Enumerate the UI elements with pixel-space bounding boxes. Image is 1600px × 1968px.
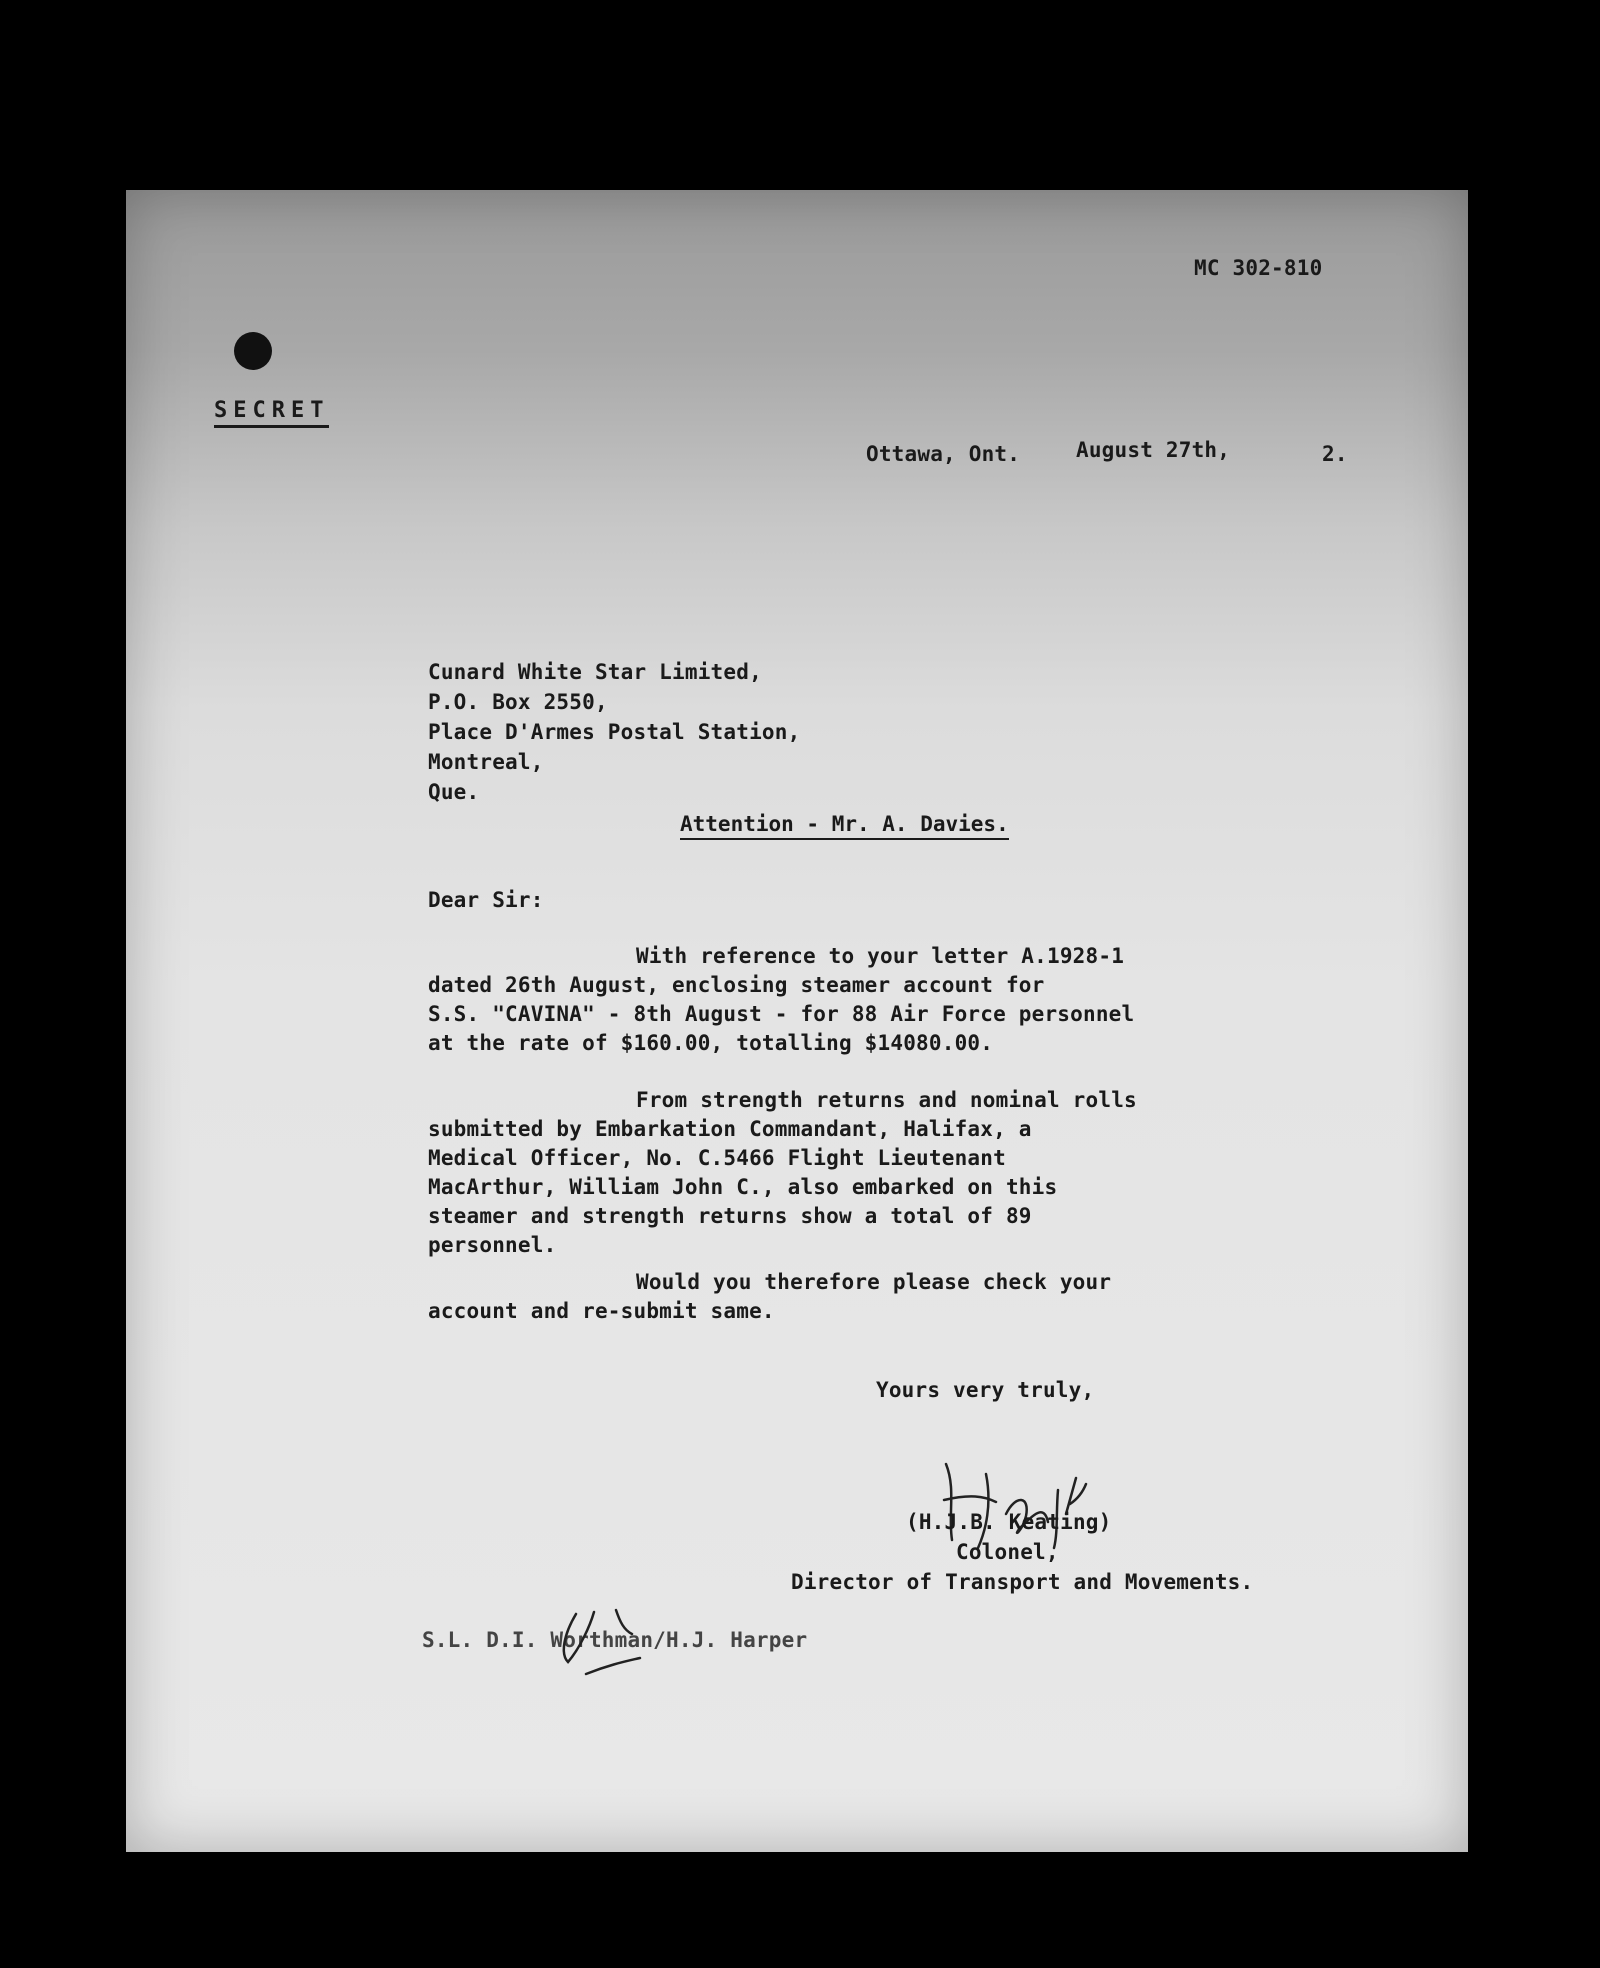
paragraph-line: With reference to your letter A.1928-1 <box>636 944 1125 968</box>
initials-line: S.L. D.I. Worthman/H.J. Harper <box>422 1628 808 1652</box>
signatory-name: (H.J.B. Keating) <box>906 1510 1112 1534</box>
recipient-line: Montreal, <box>428 750 544 774</box>
paragraph-line: Medical Officer, No. C.5466 Flight Lieutenant <box>428 1146 1006 1170</box>
paragraph-line: submitted by Embarkation Commandant, Halifax, a <box>428 1117 1032 1141</box>
recipient-line: Cunard White Star Limited, <box>428 660 762 684</box>
paragraph-line: dated 26th August, enclosing steamer account for <box>428 973 1045 997</box>
classification-label: SECRET <box>214 398 329 428</box>
paragraph-line: From strength returns and nominal rolls <box>636 1088 1137 1112</box>
paragraph-line: at the rate of $160.00, totalling $14080.00. <box>428 1031 994 1055</box>
recipient-line: P.O. Box 2550, <box>428 690 608 714</box>
letter-page <box>126 190 1468 1852</box>
attention-line: Attention - Mr. A. Davies. <box>680 812 1009 840</box>
date: August 27th, <box>1076 438 1231 462</box>
paragraph-line: Would you therefore please check your <box>636 1270 1112 1294</box>
salutation: Dear Sir: <box>428 888 544 912</box>
place: Ottawa, Ont. <box>866 442 1021 466</box>
recipient-line: Que. <box>428 780 480 804</box>
punch-hole <box>234 332 272 370</box>
recipient-line: Place D'Armes Postal Station, <box>428 720 801 744</box>
paragraph-line: MacArthur, William John C., also embarked on this <box>428 1175 1058 1199</box>
reference-number: MC 302-810 <box>1194 256 1323 280</box>
signatory-title: Director of Transport and Movements. <box>791 1570 1254 1594</box>
handwritten-signature <box>926 1444 1106 1554</box>
page-number: 2. <box>1322 442 1348 466</box>
closing: Yours very truly, <box>876 1378 1095 1402</box>
signatory-rank: Colonel, <box>956 1540 1059 1564</box>
paragraph-line: S.S. "CAVINA" - 8th August - for 88 Air Force personnel <box>428 1002 1135 1026</box>
paragraph-line: personnel. <box>428 1233 557 1257</box>
paragraph-line: account and re-submit same. <box>428 1299 775 1323</box>
handwritten-initial-mark <box>546 1604 666 1694</box>
paragraph-line: steamer and strength returns show a total of 89 <box>428 1204 1032 1228</box>
